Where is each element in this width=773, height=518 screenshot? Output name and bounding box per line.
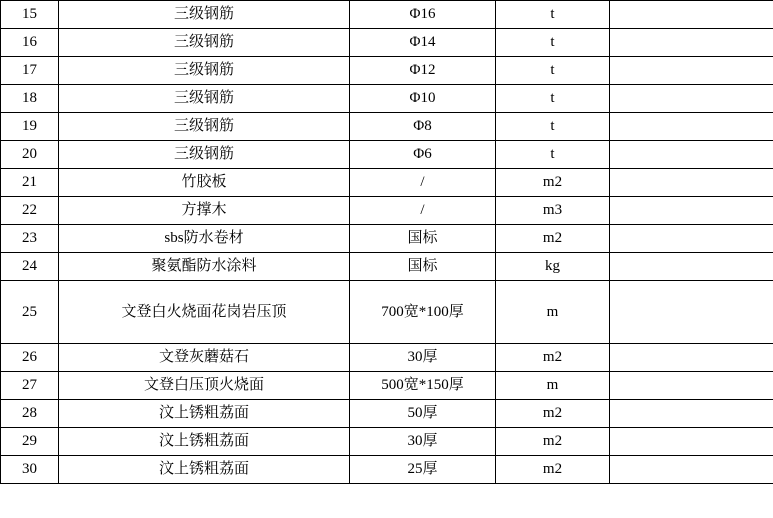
cell-blank[interactable] (610, 29, 773, 57)
table-row[interactable] (1, 197, 773, 225)
cell-spec[interactable]: / (350, 169, 496, 197)
cell-spec[interactable]: 25厚 (350, 456, 496, 484)
cell-index[interactable]: 17 (1, 57, 59, 85)
cell-blank[interactable] (610, 225, 773, 253)
cell-unit[interactable]: m (496, 372, 610, 400)
cell-unit[interactable]: t (496, 85, 610, 113)
cell-blank[interactable] (610, 281, 773, 344)
cell-unit[interactable]: t (496, 141, 610, 169)
cell-spec[interactable]: Φ12 (350, 57, 496, 85)
table-row[interactable] (1, 113, 773, 141)
cell-blank[interactable] (610, 456, 773, 484)
table-row[interactable] (1, 253, 773, 281)
cell-unit[interactable]: m2 (496, 225, 610, 253)
table-row[interactable] (1, 57, 773, 85)
cell-blank[interactable] (610, 428, 773, 456)
cell-name[interactable]: 三级钢筋 (59, 57, 350, 85)
cell-spec[interactable]: 700宽*100厚 (350, 281, 496, 344)
cell-blank[interactable] (610, 197, 773, 225)
cell-unit[interactable]: m2 (496, 428, 610, 456)
cell-unit[interactable]: m2 (496, 344, 610, 372)
table-body (1, 1, 773, 484)
table-row[interactable] (1, 428, 773, 456)
table-row[interactable] (1, 400, 773, 428)
cell-blank[interactable] (610, 400, 773, 428)
cell-index[interactable]: 24 (1, 253, 59, 281)
cell-blank[interactable] (610, 253, 773, 281)
cell-unit[interactable]: t (496, 113, 610, 141)
cell-name[interactable]: 文登灰蘑菇石 (59, 344, 350, 372)
cell-name[interactable]: 文登白压顶火烧面 (59, 372, 350, 400)
cell-index[interactable]: 18 (1, 85, 59, 113)
table-row[interactable] (1, 344, 773, 372)
cell-unit[interactable]: m2 (496, 456, 610, 484)
table-row[interactable] (1, 85, 773, 113)
table-row[interactable] (1, 1, 773, 29)
table-row[interactable] (1, 29, 773, 57)
cell-blank[interactable] (610, 113, 773, 141)
cell-name[interactable]: 竹胶板 (59, 169, 350, 197)
cell-index[interactable]: 21 (1, 169, 59, 197)
cell-blank[interactable] (610, 85, 773, 113)
cell-name[interactable]: 三级钢筋 (59, 141, 350, 169)
cell-name[interactable]: 汶上锈粗荔面 (59, 400, 350, 428)
cell-index[interactable]: 27 (1, 372, 59, 400)
cell-spec[interactable]: 500宽*150厚 (350, 372, 496, 400)
cell-spec[interactable]: Φ8 (350, 113, 496, 141)
cell-name[interactable]: sbs防水卷材 (59, 225, 350, 253)
cell-blank[interactable] (610, 372, 773, 400)
cell-unit[interactable]: m2 (496, 169, 610, 197)
table-row[interactable] (1, 281, 773, 344)
cell-name[interactable]: 三级钢筋 (59, 113, 350, 141)
cell-index[interactable]: 19 (1, 113, 59, 141)
cell-spec[interactable]: / (350, 197, 496, 225)
cell-blank[interactable] (610, 169, 773, 197)
cell-unit[interactable]: m3 (496, 197, 610, 225)
cell-index[interactable]: 29 (1, 428, 59, 456)
cell-unit[interactable]: kg (496, 253, 610, 281)
cell-unit[interactable]: m2 (496, 400, 610, 428)
cell-name[interactable]: 聚氨酯防水涂料 (59, 253, 350, 281)
cell-index[interactable]: 15 (1, 1, 59, 29)
cell-index[interactable]: 16 (1, 29, 59, 57)
cell-index[interactable]: 26 (1, 344, 59, 372)
cell-index[interactable]: 25 (1, 281, 59, 344)
cell-spec[interactable]: 50厚 (350, 400, 496, 428)
cell-spec[interactable]: 国标 (350, 253, 496, 281)
cell-name[interactable]: 汶上锈粗荔面 (59, 456, 350, 484)
cell-spec[interactable]: Φ6 (350, 141, 496, 169)
cell-index[interactable]: 28 (1, 400, 59, 428)
cell-unit[interactable]: t (496, 1, 610, 29)
cell-spec[interactable]: 30厚 (350, 428, 496, 456)
table-row[interactable] (1, 225, 773, 253)
table-row[interactable] (1, 456, 773, 484)
cell-index[interactable]: 23 (1, 225, 59, 253)
cell-blank[interactable] (610, 344, 773, 372)
cell-spec[interactable]: Φ14 (350, 29, 496, 57)
cell-spec[interactable]: Φ10 (350, 85, 496, 113)
cell-index[interactable]: 20 (1, 141, 59, 169)
cell-spec[interactable]: 国标 (350, 225, 496, 253)
cell-blank[interactable] (610, 141, 773, 169)
cell-name[interactable]: 汶上锈粗荔面 (59, 428, 350, 456)
table-row[interactable] (1, 372, 773, 400)
cell-unit[interactable]: m (496, 281, 610, 344)
cell-name[interactable]: 三级钢筋 (59, 29, 350, 57)
cell-spec[interactable]: Φ16 (350, 1, 496, 29)
cell-name[interactable]: 三级钢筋 (59, 1, 350, 29)
table-row[interactable] (1, 141, 773, 169)
cell-unit[interactable]: t (496, 29, 610, 57)
cell-index[interactable]: 22 (1, 197, 59, 225)
table-row[interactable] (1, 169, 773, 197)
cell-name[interactable]: 三级钢筋 (59, 85, 350, 113)
cell-spec[interactable]: 30厚 (350, 344, 496, 372)
cell-index[interactable]: 30 (1, 456, 59, 484)
cell-name[interactable]: 方撑木 (59, 197, 350, 225)
cell-blank[interactable] (610, 1, 773, 29)
cell-unit[interactable]: t (496, 57, 610, 85)
cell-blank[interactable] (610, 57, 773, 85)
cell-name[interactable]: 文登白火烧面花岗岩压顶 (59, 281, 350, 344)
